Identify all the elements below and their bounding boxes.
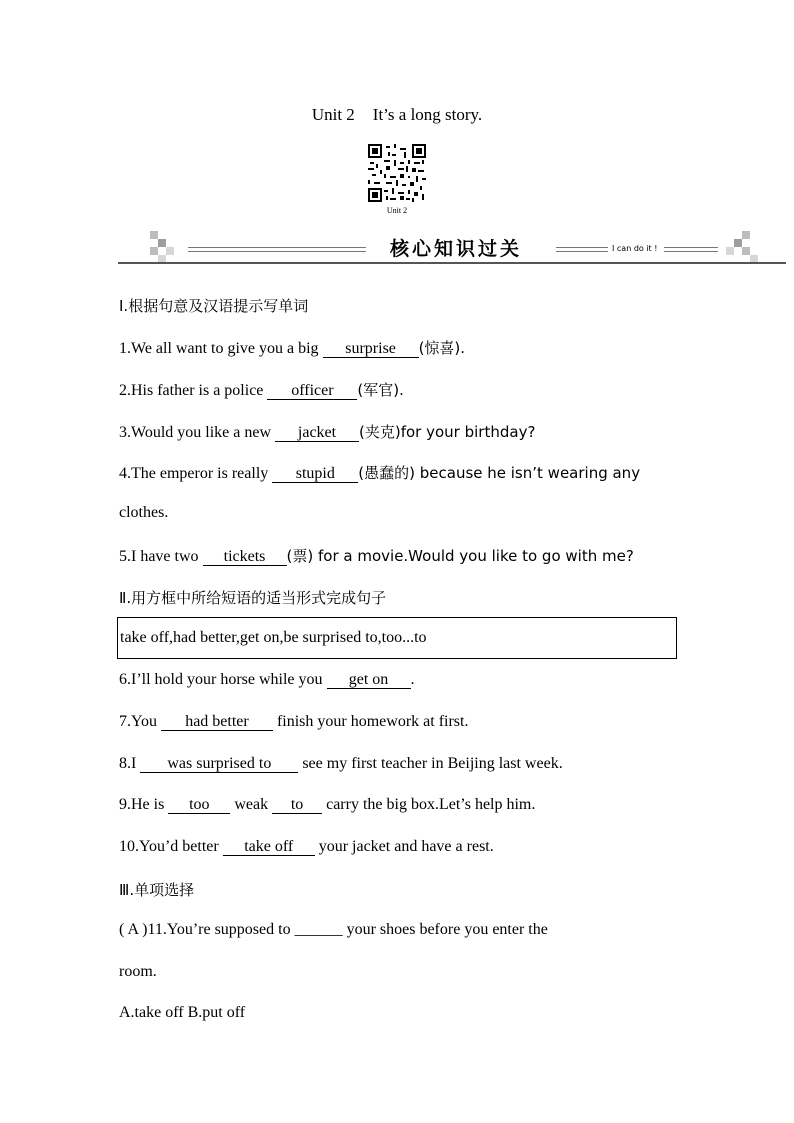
unit-label: Unit 2	[311, 105, 355, 124]
question-text: (票) for a movie.Would you like to go with me?	[286, 547, 634, 565]
question-text: 1.We all want to give you a big	[119, 340, 323, 357]
question-4-continued: clothes.	[119, 504, 169, 521]
question-8	[119, 755, 563, 773]
question-text: 4.The emperor is really	[119, 465, 273, 482]
banner-title: 核心知识过关	[389, 238, 522, 260]
question-text: 8.I	[119, 755, 141, 772]
question-text: 9.He is	[119, 796, 169, 813]
question-text: carry the big box.Let’s help him.	[322, 796, 536, 813]
question-text: (军官).	[357, 381, 404, 399]
answer-choice: ( A )	[119, 921, 148, 938]
banner-underline	[118, 262, 786, 264]
checker-square	[166, 247, 174, 255]
question-text: weak	[230, 796, 273, 813]
question-text: finish your homework at first.	[272, 713, 469, 730]
checker-square	[158, 239, 166, 247]
question-text: .	[410, 671, 415, 688]
answer-blank: tickets	[203, 548, 287, 566]
checker-square	[150, 231, 158, 239]
question-text: 3.Would you like a new	[119, 424, 276, 441]
question-1	[119, 337, 465, 358]
qr-caption: Unit 2	[386, 206, 408, 215]
question-text: 10.You’d better	[119, 838, 223, 855]
section-3-heading: Ⅲ.单项选择	[119, 881, 195, 899]
unit-subtitle: It’s a long story.	[372, 105, 483, 124]
question-text: 6.I’ll hold your horse while you	[119, 671, 327, 688]
question-9	[119, 796, 535, 814]
answer-blank: take off	[223, 838, 315, 856]
unit-title	[0, 105, 794, 125]
checker-square	[150, 247, 158, 255]
question-7	[119, 713, 468, 731]
answer-blank: to	[272, 796, 322, 814]
section-1-heading: Ⅰ.根据句意及汉语提示写单词	[119, 297, 309, 315]
question-4	[119, 462, 640, 483]
banner-rule-left	[188, 247, 366, 252]
question-text: see my first teacher in Beijing last week.	[298, 755, 563, 772]
question-5	[119, 545, 634, 566]
question-text: (夹克)for your birthday?	[359, 423, 536, 441]
checker-square	[742, 247, 750, 255]
section-banner	[118, 228, 786, 264]
answer-blank: had better	[161, 713, 273, 731]
section-2-heading: Ⅱ.用方框中所给短语的适当形式完成句子	[119, 589, 387, 607]
answer-blank: officer	[267, 382, 357, 400]
answer-blank: jacket	[275, 424, 359, 442]
question-11	[119, 921, 548, 939]
qr-code-icon[interactable]	[368, 144, 426, 202]
question-3	[119, 421, 535, 442]
question-text: (愚蠢的) because he isn’t wearing any	[358, 464, 641, 482]
question-text: 7.You	[119, 713, 161, 730]
question-text: 11.You’re supposed to ______ your shoes before you enter the	[147, 921, 548, 938]
banner-subtitle: I can do it !	[612, 244, 658, 253]
question-11-continued: room.	[119, 963, 157, 980]
phrase-box	[117, 617, 677, 659]
question-text: (惊喜).	[418, 339, 466, 357]
question-text: your jacket and have a rest.	[314, 838, 494, 855]
answer-blank: was surprised to	[140, 755, 298, 773]
checker-square	[734, 239, 742, 247]
checker-square	[742, 231, 750, 239]
question-text: 5.I have two	[119, 548, 203, 565]
phrase-box-text: take off,had better,get on,be surprised to,too...to	[120, 629, 427, 646]
answer-blank: get on	[327, 671, 411, 689]
answer-blank: surprise	[323, 340, 419, 358]
banner-rule-right-2	[664, 247, 718, 252]
question-6	[119, 671, 415, 689]
checker-square	[726, 247, 734, 255]
banner-rule-right	[556, 247, 608, 252]
question-11-options: A.take off B.put off	[119, 1004, 246, 1021]
question-text: 2.His father is a police	[119, 382, 268, 399]
question-2	[119, 379, 404, 400]
question-10	[119, 838, 494, 856]
answer-blank: too	[168, 796, 230, 814]
answer-blank: stupid	[272, 465, 358, 483]
